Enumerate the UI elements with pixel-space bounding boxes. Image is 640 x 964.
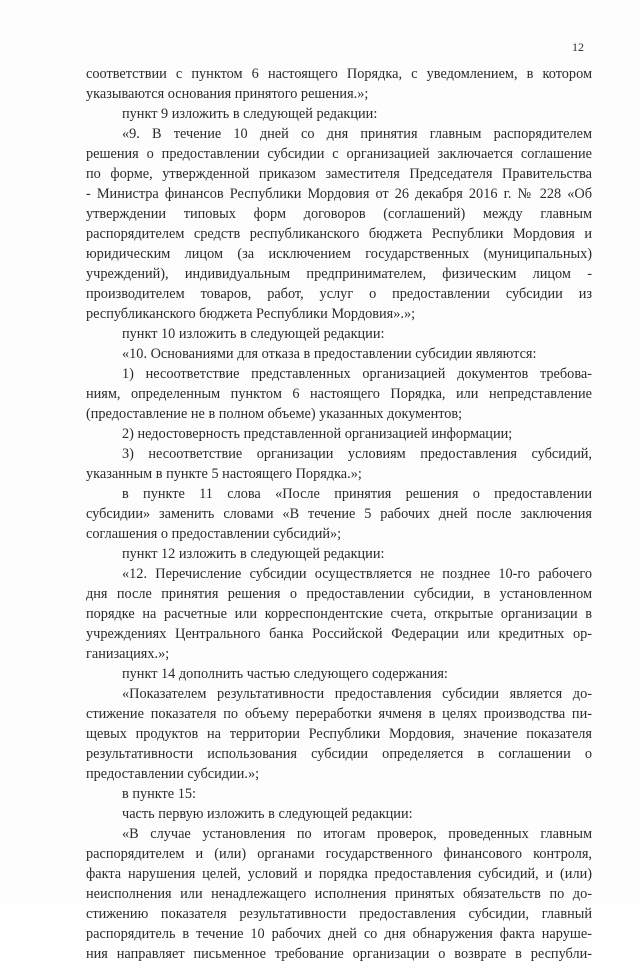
text-line: 1) несоответствие представленных организацией документов требова- [122, 366, 592, 382]
text-line: факта нарушения целей, условий и порядка предоставления субсидий, и (или) [86, 866, 592, 882]
text-line: учреждениях Центрального банка Российской Федерации или кредитных ор- [86, 626, 592, 642]
text-line: результативности использования субсидии определяется в соглашении о [86, 746, 592, 762]
text-line: «10. Основаниями для отказа в предоставлении субсидии являются: [122, 346, 537, 362]
text-line: - Министра финансов Республики Мордовия от 26 декабря 2016 г. № 228 «Об [86, 186, 592, 202]
text-line: часть первую изложить в следующей редакции: [122, 806, 413, 822]
text-line: пункт 10 изложить в следующей редакции: [122, 326, 385, 342]
document-body [86, 64, 592, 964]
text-line: ния направляет письменное требование организации о возврате в республи- [86, 946, 592, 962]
text-line: предоставлении субсидии.»; [86, 766, 260, 782]
text-line: утверждении типовых форм договоров (соглашений) между главным [86, 206, 592, 222]
text-line: 2) недостоверность представленной организацией информации; [122, 426, 513, 442]
text-line: ниям, определенным пунктом 6 настоящего Порядка, или непредставление [86, 386, 592, 402]
text-line: порядке на расчетные или корреспондентские счета, открытые организации в [86, 606, 592, 622]
text-line: по форме, утвержденной приказом заместителя Председателя Правительства [86, 166, 592, 182]
text-line: в пункте 11 слова «После принятия решения о предоставлении [122, 486, 592, 502]
text-line: решения о предоставлении субсидии с организацией заключается соглашение [86, 146, 592, 162]
text-line: щевых продуктов на территории Республики Мордовия, значение показателя [86, 726, 592, 742]
text-line: учреждений), индивидуальным предпринимателем, физическим лицом - [86, 266, 592, 282]
text-line: пункт 12 изложить в следующей редакции: [122, 546, 385, 562]
text-line: в пункте 15: [122, 786, 196, 802]
text-line: республиканского бюджета Республики Мордовия».»; [86, 306, 416, 322]
text-line: распорядитель в течение 10 рабочих дней со дня обнаружения факта наруше- [86, 926, 592, 942]
text-line: стижение показателя по объему переработки ячменя в целях производства пи- [86, 706, 592, 722]
text-line: «12. Перечисление субсидии осуществляется не позднее 10-го рабочего [122, 566, 592, 582]
text-line: указываются основания принятого решения.»; [86, 86, 369, 102]
text-line: юридическим лицом (за исключением государственных (муниципальных) [86, 246, 592, 262]
text-line: пункт 14 дополнить частью следующего содержания: [122, 666, 448, 682]
text-line: соглашения о предоставлении субсидий»; [86, 526, 342, 542]
text-line: «9. В течение 10 дней со дня принятия главным распорядителем [122, 126, 592, 142]
text-line: субсидии» заменить словами «В течение 5 рабочих дней после заключения [86, 506, 592, 522]
text-line: пункт 9 изложить в следующей редакции: [122, 106, 378, 122]
text-line: (предоставление не в полном объеме) указанных документов; [86, 406, 463, 422]
text-line: «В случае установления по итогам проверок, проведенных главным [122, 826, 592, 842]
page-number: 12 [572, 40, 584, 54]
text-line: неисполнения или ненадлежащего исполнения принятых обязательств по до- [86, 886, 592, 902]
text-line: производителем товаров, работ, услуг о предоставлении субсидии из [86, 286, 592, 302]
text-line: соответствии с пунктом 6 настоящего Порядка, с уведомлением, в котором [86, 66, 592, 82]
text-line: «Показателем результативности предоставления субсидии является до- [122, 686, 592, 702]
text-line: распорядителем средств республиканского бюджета Республики Мордовия и [86, 226, 592, 242]
text-line: 3) несоответствие организации условиям предоставления субсидий, [122, 446, 592, 462]
text-line: дня после принятия решения о предоставлении субсидии, в установленном [86, 586, 592, 602]
text-line: стижению показателя результативности предоставления субсидии, главный [86, 906, 592, 922]
text-line: указанным в пункте 5 настоящего Порядка.»; [86, 466, 362, 482]
text-line: распорядителем и (или) органами государственного финансового контроля, [86, 846, 592, 862]
text-line: ганизациях.»; [86, 646, 170, 662]
